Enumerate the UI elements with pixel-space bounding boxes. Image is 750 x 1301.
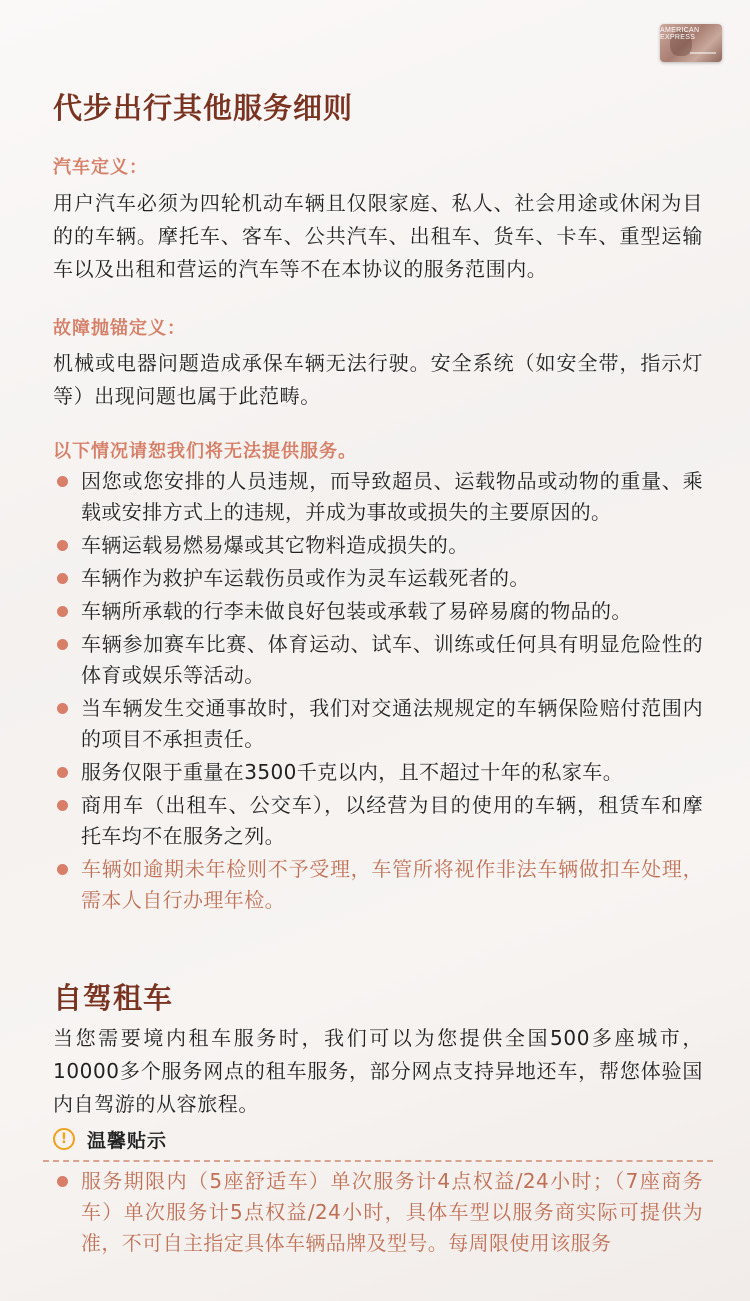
- bullet-dot-icon: [57, 767, 68, 778]
- list-item: 车辆作为救护车运载伤员或作为灵车运载死者的。: [53, 563, 703, 594]
- bullet-dot-icon: [57, 864, 68, 875]
- list-item: 商用车（出租车、公交车），以经营为目的使用的车辆，租赁车和摩托车均不在服务之列。: [53, 790, 703, 852]
- dashed-divider: [43, 1160, 713, 1162]
- list-item: 服务仅限于重量在3500千克以内，且不超过十年的私家车。: [53, 757, 703, 788]
- breakdown-definition-text: 机械或电器问题造成承保车辆无法行驶。安全系统（如安全带，指示灯等）出现问题也属于此范畴。: [53, 351, 703, 408]
- credit-card-image: [660, 24, 722, 62]
- section-title-self-drive-rental: 自驾租车: [53, 981, 174, 1015]
- exclusions-list: [53, 466, 703, 918]
- bullet-dot-icon: [57, 639, 68, 650]
- card-brand-text: AMERICAN EXPRESS: [660, 27, 700, 41]
- section-title-other-rules: 代步出行其他服务细则: [53, 91, 354, 125]
- list-item: 服务期限内（5座舒适车）单次服务计4点权益/24小时；（7座商务车）单次服务计5点权益/24小时，具体车型以服务商实际可提供为准，不可自主指定具体车辆品牌及型号。每周限使用该服务: [53, 1166, 703, 1259]
- tips-header: [53, 1124, 167, 1154]
- car-definition-title: 汽车定义：: [53, 157, 148, 178]
- bullet-dot-icon: [57, 703, 68, 714]
- bullet-dot-icon: [57, 540, 68, 551]
- breakdown-definition-title: 故障抛锚定义：: [53, 318, 186, 339]
- list-item: 因您或您安排的人员违规，而导致超员、运载物品或动物的重量、乘载或安排方式上的违规，并成为事故或损失的主要原因的。: [53, 466, 703, 528]
- tips-list: [53, 1166, 703, 1259]
- bullet-dot-icon: [57, 476, 68, 487]
- list-item: 车辆运载易燃易爆或其它物料造成损失的。: [53, 530, 703, 561]
- bullet-dot-icon: [57, 573, 68, 584]
- self-drive-intro-text: 当您需要境内租车服务时，我们可以为您提供全国500多座城市，10000多个服务网点的租车服务，部分网点支持异地还车，帮您体验国内自驾游的从容旅程。: [53, 1026, 703, 1116]
- tips-title: 温馨贴示: [87, 1129, 168, 1152]
- list-item: 车辆如逾期未年检则不予受理，车管所将视作非法车辆做扣车处理，需本人自行办理年检。: [53, 854, 703, 916]
- card-decoration: [690, 52, 716, 54]
- bullet-dot-icon: [57, 1176, 68, 1187]
- bullet-dot-icon: [57, 606, 68, 617]
- car-definition-text: 用户汽车必须为四轮机动车辆且仅限家庭、私人、社会用途或休闲为目的的车辆。摩托车、客车、公共汽车、出租车、货车、卡车、重型运输车以及出租和营运的汽车等不在本协议的服务范围内。: [53, 191, 703, 281]
- warning-icon: !: [53, 1128, 75, 1150]
- list-item: 车辆参加赛车比赛、体育运动、试车、训练或任何具有明显危险性的体育或娱乐等活动。: [53, 629, 703, 691]
- list-item: 当车辆发生交通事故时，我们对交通法规规定的车辆保险赔付范围内的项目不承担责任。: [53, 693, 703, 755]
- bullet-dot-icon: [57, 800, 68, 811]
- list-item: 车辆所承载的行李未做良好包装或承载了易碎易腐的物品的。: [53, 596, 703, 627]
- exclusions-title: 以下情况请恕我们将无法提供服务。: [53, 441, 357, 462]
